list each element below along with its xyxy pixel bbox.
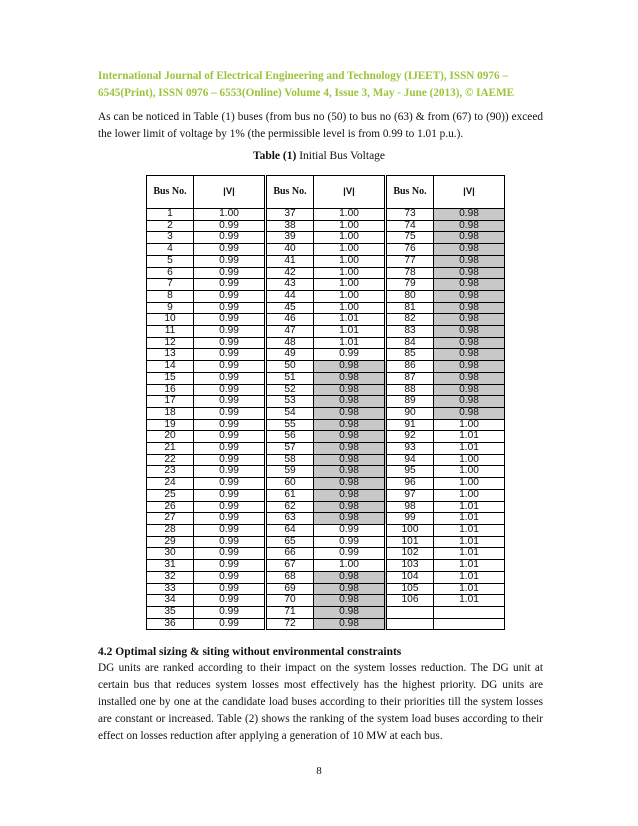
table-row: [147, 466, 505, 478]
table-row: [147, 501, 505, 513]
bus-number-cell: 54: [266, 407, 314, 419]
bus-voltage-cell: 0.99: [194, 431, 266, 443]
table-row: [147, 443, 505, 455]
journal-header: [98, 68, 543, 102]
bus-voltage-cell: 1.01: [434, 595, 505, 607]
bus-number-cell: 43: [266, 279, 314, 291]
bus-voltage-cell: 1.01: [434, 548, 505, 560]
table-row: [147, 279, 505, 291]
bus-number-cell: 37: [266, 209, 314, 221]
bus-voltage-table: [146, 175, 505, 630]
bus-number-cell: 82: [386, 314, 434, 326]
bus-number-cell: 70: [266, 595, 314, 607]
bus-voltage-cell: 0.98: [434, 220, 505, 232]
bus-voltage-cell: 0.98: [314, 419, 386, 431]
bus-number-cell: 3: [147, 232, 194, 244]
bus-voltage-cell: 0.98: [314, 384, 386, 396]
bus-voltage-cell: 0.98: [314, 583, 386, 595]
bus-voltage-cell: 1.00: [194, 209, 266, 221]
bus-number-cell: 77: [386, 255, 434, 267]
bus-voltage-cell: 0.98: [314, 489, 386, 501]
bus-voltage-cell: 1.01: [434, 443, 505, 455]
table-header-row: [147, 176, 505, 209]
bus-voltage-cell: 0.99: [194, 232, 266, 244]
bus-voltage-cell: 0.99: [194, 407, 266, 419]
bus-voltage-cell: 0.98: [434, 302, 505, 314]
bus-number-cell: 87: [386, 372, 434, 384]
table-row: [147, 513, 505, 525]
bus-number-cell: 39: [266, 232, 314, 244]
bus-voltage-cell: 0.98: [314, 513, 386, 525]
bus-number-cell: 17: [147, 396, 194, 408]
table-row: [147, 489, 505, 501]
bus-number-cell: 78: [386, 267, 434, 279]
table-row: [147, 337, 505, 349]
bus-voltage-cell: 0.98: [314, 606, 386, 618]
bus-number-cell: 58: [266, 454, 314, 466]
bus-number-cell: 102: [386, 548, 434, 560]
bus-number-cell: 32: [147, 571, 194, 583]
bus-number-cell: 16: [147, 384, 194, 396]
bus-voltage-cell: 0.98: [434, 326, 505, 338]
bus-voltage-cell: 1.01: [434, 560, 505, 572]
bus-number-cell: 97: [386, 489, 434, 501]
bus-number-cell: 36: [147, 618, 194, 630]
bus-number-cell: 1: [147, 209, 194, 221]
bus-voltage-cell: 0.98: [434, 337, 505, 349]
bus-number-cell: 26: [147, 501, 194, 513]
bus-voltage-cell: 0.98: [434, 314, 505, 326]
bus-number-cell: 51: [266, 372, 314, 384]
bus-voltage-cell: 1.01: [434, 513, 505, 525]
bus-voltage-cell: 1.00: [434, 478, 505, 490]
bus-voltage-cell: 0.99: [194, 583, 266, 595]
bus-voltage-cell: 0.99: [194, 524, 266, 536]
journal-header-line2: 6545(Print), ISSN 0976 – 6553(Online) Volume 4, Issue 3, May - June (2013), © IAEME: [98, 87, 515, 99]
bus-voltage-cell: 0.98: [434, 361, 505, 373]
bus-number-cell: 29: [147, 536, 194, 548]
table-row: [147, 244, 505, 256]
table-row: [147, 419, 505, 431]
table-row: [147, 314, 505, 326]
bus-voltage-cell: 0.99: [194, 419, 266, 431]
bus-voltage-cell: 0.99: [314, 548, 386, 560]
section-title: 4.2 Optimal sizing & siting without environmental constraints: [98, 646, 402, 658]
bus-voltage-cell: 0.99: [194, 571, 266, 583]
bus-voltage-cell: 0.98: [314, 361, 386, 373]
bus-number-cell: 35: [147, 606, 194, 618]
table-row: [147, 384, 505, 396]
table-row: [147, 232, 505, 244]
bus-voltage-cell: 0.99: [194, 536, 266, 548]
table-row: [147, 209, 505, 221]
bus-voltage-cell: 0.98: [314, 407, 386, 419]
bus-voltage-cell: 0.98: [434, 267, 505, 279]
bus-voltage-cell: 0.99: [194, 595, 266, 607]
bus-number-cell: 55: [266, 419, 314, 431]
journal-header-line1: International Journal of Electrical Engineering and Technology (IJEET), ISSN 0976 –: [98, 70, 508, 82]
bus-voltage-cell: 0.99: [194, 501, 266, 513]
section-paragraph: DG units are ranked according to their impact on the system losses reduction. The DG unit at certain bus that reduces system losses most effectively has the highest priority. DG units are installed one by one at the candidate load buses according to their priorities till the system losses are constant or increased. Table (2) shows the ranking of the system load buses according to their effect on losses reduction after applying a generation of 10 MW at each bus.: [98, 662, 543, 742]
table-row: [147, 583, 505, 595]
header-voltage: |V|: [434, 176, 505, 209]
header-bus-no: Bus No.: [266, 176, 314, 209]
table-row: [147, 454, 505, 466]
page-number: 8: [316, 765, 322, 777]
bus-number-cell: 53: [266, 396, 314, 408]
table-row: [147, 372, 505, 384]
bus-voltage-cell: 1.01: [434, 431, 505, 443]
bus-voltage-cell: 1.00: [434, 489, 505, 501]
bus-voltage-cell: 1.00: [314, 302, 386, 314]
bus-voltage-cell: 0.99: [194, 396, 266, 408]
bus-number-cell: 64: [266, 524, 314, 536]
bus-voltage-cell: 0.98: [434, 255, 505, 267]
bus-number-cell: 21: [147, 443, 194, 455]
bus-number-cell: 38: [266, 220, 314, 232]
bus-voltage-cell: 0.98: [314, 372, 386, 384]
bus-number-cell: 19: [147, 419, 194, 431]
bus-voltage-cell: 0.99: [194, 443, 266, 455]
bus-voltage-cell: 0.99: [194, 255, 266, 267]
bus-number-cell: 27: [147, 513, 194, 525]
bus-number-cell: 59: [266, 466, 314, 478]
bus-voltage-cell: 0.99: [194, 466, 266, 478]
bus-voltage-cell: 0.99: [194, 220, 266, 232]
bus-number-cell: 73: [386, 209, 434, 221]
bus-number-cell: 34: [147, 595, 194, 607]
bus-number-cell: 22: [147, 454, 194, 466]
table-row: [147, 290, 505, 302]
bus-voltage-cell: 0.99: [314, 349, 386, 361]
table-caption-title: Initial Bus Voltage: [296, 150, 386, 162]
bus-number-cell: 50: [266, 361, 314, 373]
bus-number-cell: [386, 606, 434, 618]
bus-number-cell: 61: [266, 489, 314, 501]
bus-number-cell: 93: [386, 443, 434, 455]
table-caption: [0, 150, 638, 162]
bus-voltage-cell: 0.99: [194, 372, 266, 384]
bus-number-cell: 56: [266, 431, 314, 443]
bus-voltage-cell: 1.01: [314, 314, 386, 326]
bus-voltage-cell: 1.01: [434, 583, 505, 595]
bus-voltage-cell: 1.00: [314, 267, 386, 279]
header-voltage: |V|: [194, 176, 266, 209]
bus-number-cell: 63: [266, 513, 314, 525]
header-bus-no: Bus No.: [386, 176, 434, 209]
bus-number-cell: 98: [386, 501, 434, 513]
bus-voltage-cell: 0.99: [314, 536, 386, 548]
bus-voltage-cell: [434, 606, 505, 618]
bus-number-cell: 28: [147, 524, 194, 536]
bus-voltage-cell: 0.99: [314, 524, 386, 536]
bus-voltage-cell: 0.99: [194, 454, 266, 466]
bus-number-cell: 90: [386, 407, 434, 419]
bus-voltage-cell: 1.00: [314, 209, 386, 221]
header-voltage: |V|: [314, 176, 386, 209]
table-row: [147, 407, 505, 419]
bus-voltage-cell: 0.98: [434, 407, 505, 419]
bus-voltage-cell: 1.01: [314, 337, 386, 349]
table-row: [147, 396, 505, 408]
bus-number-cell: 81: [386, 302, 434, 314]
bus-number-cell: 95: [386, 466, 434, 478]
bus-number-cell: 10: [147, 314, 194, 326]
bus-voltage-cell: 0.99: [194, 513, 266, 525]
bus-voltage-cell: 0.99: [194, 384, 266, 396]
bus-number-cell: 72: [266, 618, 314, 630]
bus-number-cell: 20: [147, 431, 194, 443]
bus-voltage-cell: 0.99: [194, 489, 266, 501]
bus-number-cell: 33: [147, 583, 194, 595]
bus-voltage-cell: 0.98: [434, 244, 505, 256]
bus-voltage-cell: 0.98: [434, 290, 505, 302]
bus-voltage-cell: 0.98: [314, 431, 386, 443]
bus-voltage-cell: 1.00: [434, 419, 505, 431]
bus-number-cell: 11: [147, 326, 194, 338]
bus-number-cell: [386, 618, 434, 630]
bus-number-cell: 104: [386, 571, 434, 583]
bus-number-cell: 96: [386, 478, 434, 490]
bus-voltage-cell: 0.99: [194, 548, 266, 560]
bus-number-cell: 44: [266, 290, 314, 302]
bus-number-cell: 79: [386, 279, 434, 291]
bus-voltage-cell: 0.99: [194, 560, 266, 572]
table-row: [147, 255, 505, 267]
bus-number-cell: 75: [386, 232, 434, 244]
table-row: [147, 302, 505, 314]
bus-voltage-cell: 0.99: [194, 290, 266, 302]
table-row: [147, 326, 505, 338]
bus-number-cell: 99: [386, 513, 434, 525]
bus-voltage-cell: 1.00: [314, 220, 386, 232]
bus-voltage-cell: 0.99: [194, 349, 266, 361]
bus-number-cell: 25: [147, 489, 194, 501]
table-row: [147, 560, 505, 572]
bus-number-cell: 105: [386, 583, 434, 595]
bus-number-cell: 100: [386, 524, 434, 536]
bus-number-cell: 41: [266, 255, 314, 267]
bus-voltage-cell: 0.99: [194, 302, 266, 314]
bus-voltage-cell: 0.98: [314, 478, 386, 490]
bus-number-cell: 49: [266, 349, 314, 361]
bus-voltage-cell: 1.01: [434, 501, 505, 513]
bus-number-cell: 9: [147, 302, 194, 314]
bus-voltage-cell: 1.00: [314, 255, 386, 267]
bus-number-cell: 92: [386, 431, 434, 443]
table-row: [147, 595, 505, 607]
bus-number-cell: 13: [147, 349, 194, 361]
bus-voltage-cell: 0.99: [194, 267, 266, 279]
bus-number-cell: 62: [266, 501, 314, 513]
table-row: [147, 478, 505, 490]
bus-voltage-cell: 0.98: [434, 232, 505, 244]
table-row: [147, 431, 505, 443]
bus-voltage-cell: 1.00: [314, 279, 386, 291]
bus-number-cell: 57: [266, 443, 314, 455]
bus-voltage-cell: 0.98: [314, 443, 386, 455]
bus-voltage-cell: 0.99: [194, 618, 266, 630]
bus-number-cell: 67: [266, 560, 314, 572]
bus-number-cell: 23: [147, 466, 194, 478]
bus-voltage-cell: 1.00: [314, 560, 386, 572]
bus-number-cell: 31: [147, 560, 194, 572]
bus-number-cell: 15: [147, 372, 194, 384]
bus-voltage-cell: 0.98: [434, 349, 505, 361]
bus-voltage-cell: 1.01: [434, 536, 505, 548]
table-row: [147, 548, 505, 560]
bus-voltage-cell: 1.01: [434, 524, 505, 536]
bus-voltage-cell: 0.98: [434, 209, 505, 221]
bus-number-cell: 106: [386, 595, 434, 607]
bus-voltage-cell: 0.98: [434, 279, 505, 291]
bus-number-cell: 80: [386, 290, 434, 302]
bus-voltage-cell: 0.98: [434, 372, 505, 384]
bus-number-cell: 89: [386, 396, 434, 408]
bus-number-cell: 65: [266, 536, 314, 548]
bus-voltage-cell: 0.98: [314, 454, 386, 466]
bus-voltage-cell: 0.99: [194, 244, 266, 256]
intro-paragraph: As can be noticed in Table (1) buses (from bus no (50) to bus no (63) & from (67) to (90)) exceed the lower limit of voltage by 1% (the permissible level is from 0.99 to 1.01 p.u.).: [98, 111, 543, 140]
bus-voltage-cell: 0.99: [194, 606, 266, 618]
bus-number-cell: 68: [266, 571, 314, 583]
bus-voltage-cell: 0.98: [314, 595, 386, 607]
bus-number-cell: 40: [266, 244, 314, 256]
table-row: [147, 618, 505, 630]
bus-voltage-cell: 1.00: [434, 454, 505, 466]
bus-voltage-cell: 0.98: [314, 571, 386, 583]
bus-number-cell: 2: [147, 220, 194, 232]
bus-number-cell: 91: [386, 419, 434, 431]
bus-number-cell: 103: [386, 560, 434, 572]
table-row: [147, 524, 505, 536]
bus-number-cell: 46: [266, 314, 314, 326]
bus-voltage-cell: 0.99: [194, 361, 266, 373]
table-row: [147, 536, 505, 548]
bus-voltage-cell: 1.01: [434, 571, 505, 583]
bus-voltage-cell: 1.01: [314, 326, 386, 338]
bus-number-cell: 83: [386, 326, 434, 338]
bus-number-cell: 60: [266, 478, 314, 490]
bus-voltage-cell: 0.99: [194, 337, 266, 349]
bus-voltage-cell: 0.98: [314, 618, 386, 630]
bus-number-cell: 7: [147, 279, 194, 291]
bus-voltage-cell: 1.00: [434, 466, 505, 478]
table-row: [147, 267, 505, 279]
bus-number-cell: 47: [266, 326, 314, 338]
bus-number-cell: 74: [386, 220, 434, 232]
bus-number-cell: 76: [386, 244, 434, 256]
bus-number-cell: 101: [386, 536, 434, 548]
bus-number-cell: 86: [386, 361, 434, 373]
bus-number-cell: 85: [386, 349, 434, 361]
bus-voltage-cell: 0.98: [314, 501, 386, 513]
table-caption-label: Table (1): [252, 150, 297, 162]
bus-voltage-cell: 0.99: [194, 326, 266, 338]
bus-number-cell: 8: [147, 290, 194, 302]
bus-number-cell: 14: [147, 361, 194, 373]
bus-voltage-cell: 0.98: [434, 384, 505, 396]
bus-number-cell: 66: [266, 548, 314, 560]
bus-number-cell: 30: [147, 548, 194, 560]
bus-number-cell: 84: [386, 337, 434, 349]
bus-number-cell: 52: [266, 384, 314, 396]
table-row: [147, 606, 505, 618]
bus-number-cell: 71: [266, 606, 314, 618]
bus-voltage-cell: 0.98: [434, 396, 505, 408]
bus-number-cell: 94: [386, 454, 434, 466]
bus-voltage-cell: 0.98: [314, 396, 386, 408]
bus-number-cell: 12: [147, 337, 194, 349]
bus-number-cell: 45: [266, 302, 314, 314]
bus-voltage-cell: 1.00: [314, 290, 386, 302]
bus-number-cell: 69: [266, 583, 314, 595]
bus-voltage-cell: 0.99: [194, 314, 266, 326]
bus-number-cell: 18: [147, 407, 194, 419]
bus-voltage-cell: 1.00: [314, 232, 386, 244]
bus-voltage-cell: 0.99: [194, 478, 266, 490]
bus-voltage-cell: 0.99: [194, 279, 266, 291]
table-row: [147, 361, 505, 373]
bus-number-cell: 4: [147, 244, 194, 256]
header-bus-no: Bus No.: [147, 176, 194, 209]
bus-number-cell: 88: [386, 384, 434, 396]
bus-voltage-cell: 0.98: [314, 466, 386, 478]
table-row: [147, 349, 505, 361]
table-row: [147, 220, 505, 232]
bus-number-cell: 48: [266, 337, 314, 349]
bus-number-cell: 5: [147, 255, 194, 267]
bus-number-cell: 6: [147, 267, 194, 279]
table-body: [147, 209, 505, 630]
bus-voltage-cell: [434, 618, 505, 630]
bus-number-cell: 24: [147, 478, 194, 490]
bus-voltage-cell: 1.00: [314, 244, 386, 256]
bus-number-cell: 42: [266, 267, 314, 279]
table-row: [147, 571, 505, 583]
